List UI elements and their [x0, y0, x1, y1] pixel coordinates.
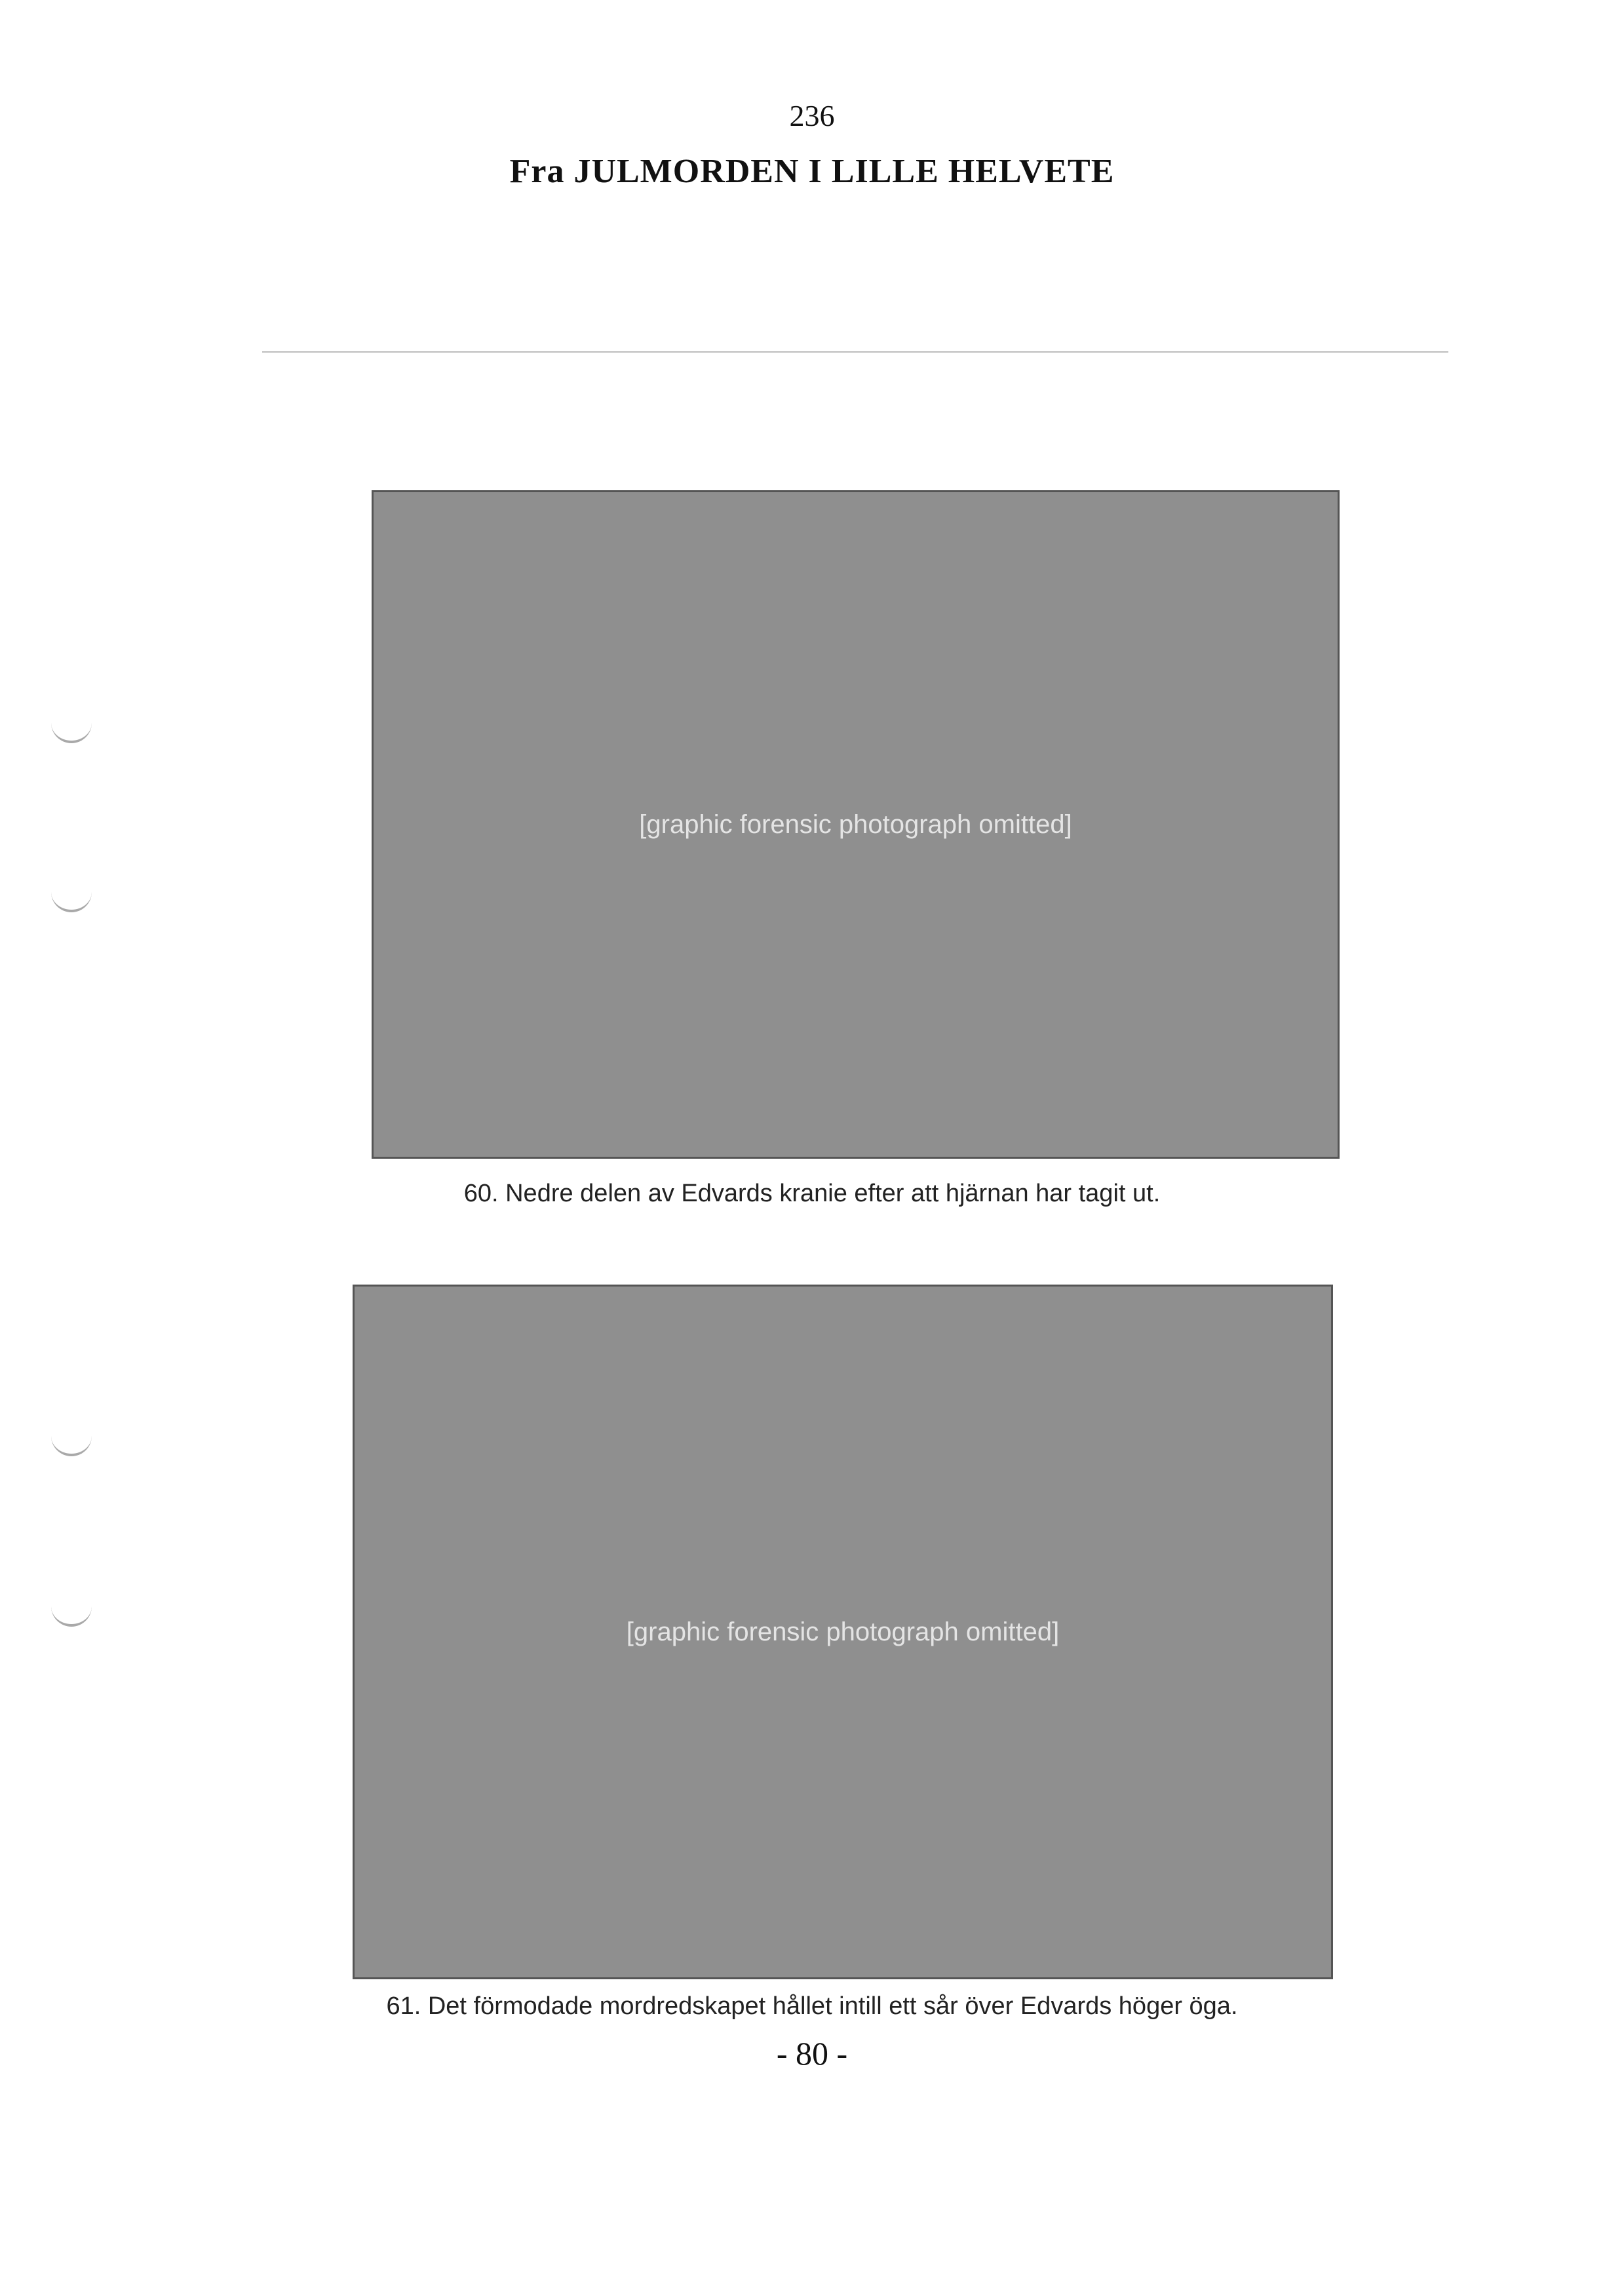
header-divider	[262, 351, 1448, 353]
photo-placeholder-1	[372, 490, 1340, 1159]
photo-placeholder-note: [graphic forensic photograph omitted]	[626, 1617, 1060, 1646]
figure-caption-61: 61. Det förmodade mordredskapet hållet intill ett sår över Edvards höger öga.	[386, 1992, 1238, 2020]
figure-caption-60: 60. Nedre delen av Edvards kranie efter att hjärnan har tagit ut.	[463, 1180, 1161, 1207]
punch-hole-mark	[51, 716, 92, 743]
page-number: 236	[789, 99, 835, 132]
punch-hole-mark	[51, 1429, 92, 1456]
footer-page-label: - 80 -	[776, 2035, 848, 2072]
photo-placeholder-note: [graphic forensic photograph omitted]	[639, 809, 1072, 839]
punch-hole-mark	[51, 885, 92, 912]
page-title: Fra JULMORDEN I LILLE HELVETE	[509, 153, 1115, 190]
photo-placeholder-2	[353, 1285, 1333, 1979]
punch-hole-mark	[51, 1599, 92, 1627]
